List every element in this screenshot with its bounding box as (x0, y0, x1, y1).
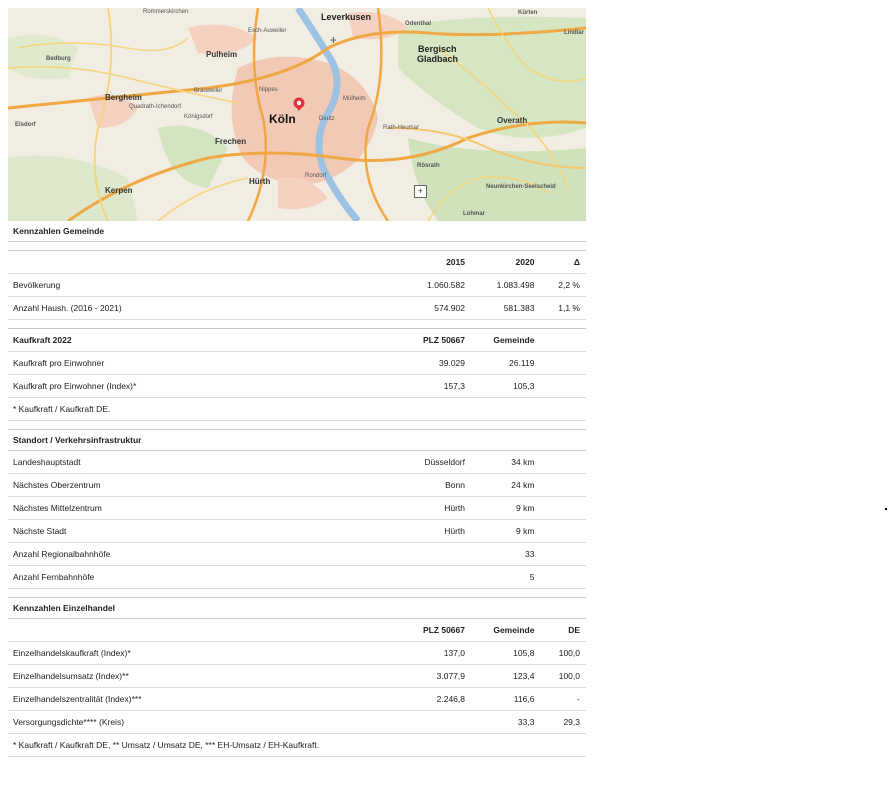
header-cell: PLZ 50667 (357, 619, 471, 642)
row-value: 100,0 (540, 665, 586, 688)
location-pin-icon (292, 97, 306, 111)
stray-dot (885, 508, 887, 510)
section-header-einzelhandel (8, 598, 586, 619)
section-title: Kennzahlen Gemeinde (8, 221, 586, 242)
section-header-gemeinde (8, 221, 586, 242)
map-label-odenthal: Odenthal (405, 21, 432, 27)
header-cell: DE (540, 619, 586, 642)
header-cell: Δ (540, 251, 586, 274)
row-label: Nächstes Mittelzentrum (8, 497, 357, 520)
map-label-neunkirchen: Neunkirchen-Seelscheid (486, 184, 556, 190)
key-figures-table (8, 221, 586, 757)
row-value: 105,8 (471, 642, 540, 665)
section-title: Kennzahlen Einzelhandel (8, 598, 586, 619)
row-label: Einzelhandelskaufkraft (Index)* (8, 642, 357, 665)
row-value: 9 km (471, 520, 540, 543)
location-map[interactable] (8, 8, 586, 221)
map-label-bergheim: Bergheim (105, 93, 142, 102)
footnote: * Kaufkraft / Kaufkraft DE. (8, 398, 586, 421)
zoom-in-icon[interactable]: + (414, 185, 427, 198)
row-value: 29,3 (540, 711, 586, 734)
row-label: Kaufkraft pro Einwohner (Index)* (8, 375, 357, 398)
map-label-overath: Overath (497, 116, 528, 125)
row-value: Hürth (357, 497, 471, 520)
report-panel (8, 8, 586, 757)
row-value (357, 543, 471, 566)
map-label-rondorf: Rondorf (305, 173, 327, 179)
row-value: 34 km (471, 451, 540, 474)
row-label: Landeshauptstadt (8, 451, 357, 474)
row-label: Nächste Stadt (8, 520, 357, 543)
table-row (8, 665, 586, 688)
section-header-kaufkraft (8, 329, 586, 352)
map-label-gladbach: Gladbach (417, 54, 459, 64)
row-value (357, 711, 471, 734)
map-label-brauweiler: Brauweiler (194, 88, 223, 94)
map-label-kerpen: Kerpen (105, 186, 133, 195)
header-cell: 2020 (471, 251, 540, 274)
footnote-row (8, 398, 586, 421)
row-value: 581.383 (471, 297, 540, 320)
header-cell: PLZ 50667 (357, 329, 471, 352)
table-row (8, 520, 586, 543)
map-label-lindlar: Lindlar (564, 30, 585, 36)
map-label-pulheim: Pulheim (206, 50, 238, 59)
row-value: 137,0 (357, 642, 471, 665)
header-cell: Gemeinde (471, 619, 540, 642)
table-row (8, 375, 586, 398)
row-value: 157,3 (357, 375, 471, 398)
row-label: Nächstes Oberzentrum (8, 474, 357, 497)
row-label: Anzahl Regionalbahnhöfe (8, 543, 357, 566)
header-cell: 2015 (357, 251, 471, 274)
header-cell: Gemeinde (471, 329, 540, 352)
row-value: 1.060.582 (357, 274, 471, 297)
row-label: Bevölkerung (8, 274, 357, 297)
header-cell (8, 619, 357, 642)
row-value: 1.083.498 (471, 274, 540, 297)
compass-icon: ✛ (330, 36, 337, 45)
table-row (8, 274, 586, 297)
footnote: * Kaufkraft / Kaufkraft DE, ** Umsatz / Umsatz DE, *** EH-Umsatz / EH-Kaufkraft. (8, 734, 586, 757)
table-row (8, 642, 586, 665)
table-row (8, 688, 586, 711)
row-value: - (540, 688, 586, 711)
map-label-lohmar: Lohmar (463, 211, 486, 217)
map-label-roesrath: Rösrath (417, 163, 440, 169)
row-value: Hürth (357, 520, 471, 543)
map-label-esch: Esch-Auweiler (248, 28, 287, 34)
row-value: 3.077,9 (357, 665, 471, 688)
map-label-huerth: Hürth (249, 177, 271, 186)
row-value (357, 566, 471, 589)
map-label-elsdorf: Elsdorf (15, 122, 36, 128)
row-value: 9 km (471, 497, 540, 520)
header-cell (8, 251, 357, 274)
map-label-deutz: Deutz (319, 116, 335, 122)
row-value: 100,0 (540, 642, 586, 665)
table-row (8, 474, 586, 497)
table-header-row (8, 619, 586, 642)
row-value: 2,2 % (540, 274, 586, 297)
table-header-row (8, 251, 586, 274)
section-title: Standort / Verkehrsinfrastruktur (8, 430, 586, 451)
map-label-rath: Rath-Heumar (383, 125, 420, 131)
map-label-koenigsdorf: Königsdorf (184, 114, 213, 120)
map-label-quadrath: Quadrath-Ichendorf (129, 104, 182, 110)
row-value: 1,1 % (540, 297, 586, 320)
row-value: 105,3 (471, 375, 540, 398)
table-row (8, 497, 586, 520)
table-row (8, 711, 586, 734)
row-value: 33,3 (471, 711, 540, 734)
row-label: Anzahl Haush. (2016 - 2021) (8, 297, 357, 320)
table-row (8, 451, 586, 474)
row-value: 26.119 (471, 352, 540, 375)
table-row (8, 352, 586, 375)
section-title: Kaufkraft 2022 (8, 329, 357, 352)
row-value: 574.902 (357, 297, 471, 320)
row-label: Einzelhandelsumsatz (Index)** (8, 665, 357, 688)
map-label-leverkusen: Leverkusen (321, 12, 372, 22)
row-value: 24 km (471, 474, 540, 497)
row-value: 116,6 (471, 688, 540, 711)
map-label-kuerten: Kürten (518, 10, 538, 16)
map-label-muelheim: Mülheim (343, 96, 366, 102)
row-label: Versorgungsdichte**** (Kreis) (8, 711, 357, 734)
row-value: Düsseldorf (357, 451, 471, 474)
section-header-standort (8, 430, 586, 451)
table-row (8, 297, 586, 320)
footnote-row (8, 734, 586, 757)
map-label-frechen: Frechen (215, 137, 247, 146)
row-value: 33 (471, 543, 540, 566)
map-label-bergisch: Bergisch (418, 44, 457, 54)
table-row (8, 566, 586, 589)
map-label-koeln: Köln (269, 112, 296, 126)
row-value: 2.246,8 (357, 688, 471, 711)
row-value: 5 (471, 566, 540, 589)
map-label-rommerskirchen: Rommerskirchen (143, 9, 189, 15)
row-value: 39.029 (357, 352, 471, 375)
table-row (8, 543, 586, 566)
row-label: Einzelhandelszentralität (Index)*** (8, 688, 357, 711)
row-label: Kaufkraft pro Einwohner (8, 352, 357, 375)
row-label: Anzahl Fernbahnhöfe (8, 566, 357, 589)
map-label-nippes: Nippes (259, 87, 278, 93)
row-value: Bonn (357, 474, 471, 497)
map-label-bedburg: Bedburg (46, 56, 71, 62)
row-value: 123,4 (471, 665, 540, 688)
